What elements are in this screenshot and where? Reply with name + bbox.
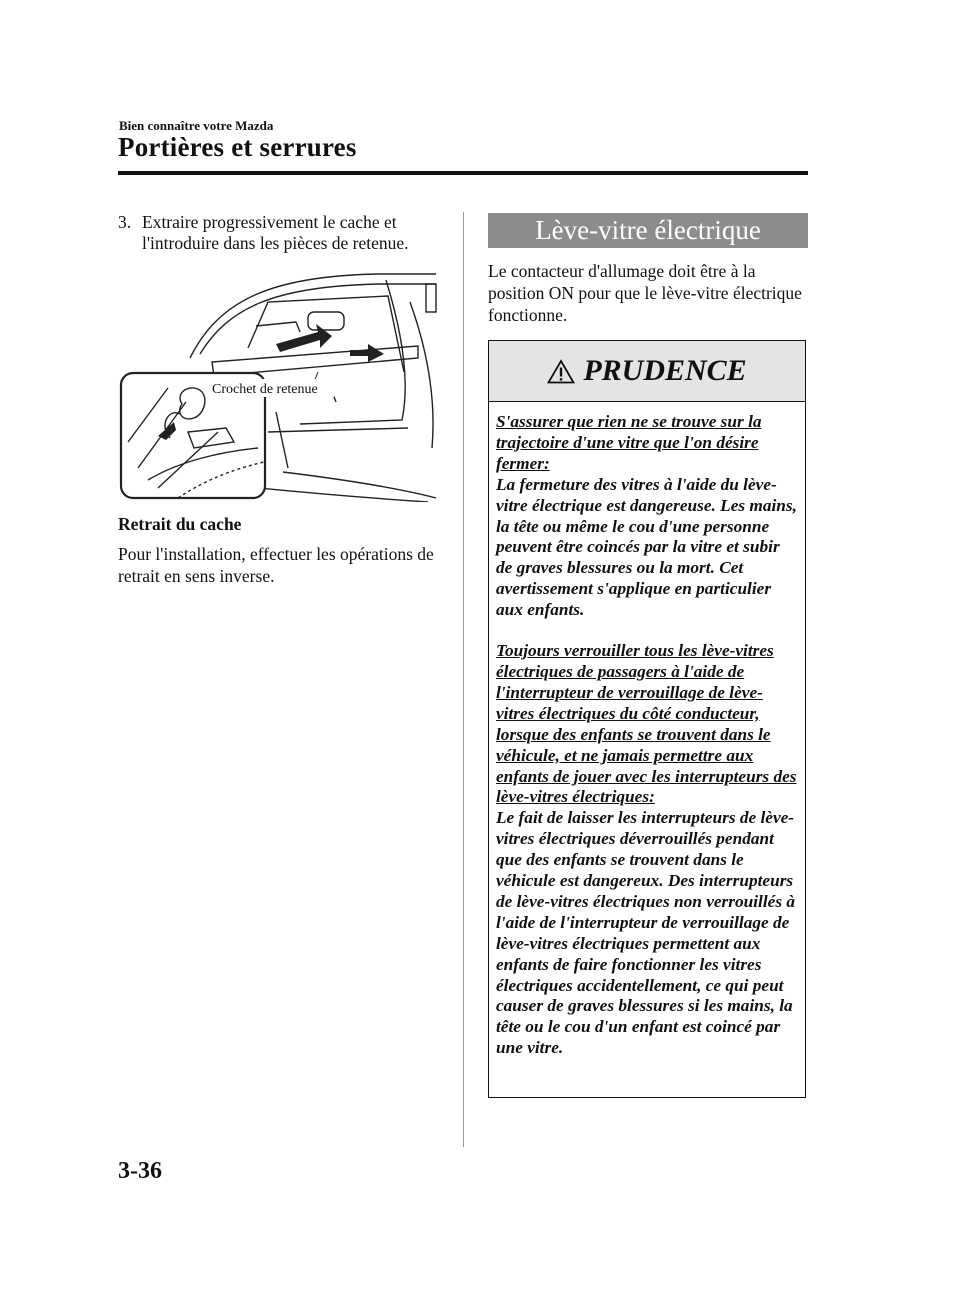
step-text: Extraire progressivement le cache et l'introduire dans les pièces de retenue. [142, 212, 409, 253]
step-3 [118, 212, 440, 254]
caution-box [488, 340, 806, 1098]
warning-triangle-icon [547, 359, 575, 384]
warning-2-body: Le fait de laisser les interrupteurs de lève-vitres électriques déverrouillés pendant que des enfants se trouvent dans le véhicule est dangereux. Des interrupteurs de lève-vitres électriques non verrouillés à l'aide de l'interrupteur de verrouillage de lève-vitres électriques permettent aux enfants de faire fonctionner les vitres électriques accidentellement, ce qui peut causer de graves blessures si les mains, la tête ou le cou d'un enfant est coincé par une vitre. [496, 808, 796, 1058]
caution-header [489, 341, 805, 402]
chapter-title: Portières et serrures [118, 132, 357, 162]
warning-1-heading: S'assurer que rien ne se trouve sur la trajectoire d'une vitre que l'on désire fermer: [496, 412, 762, 473]
caution-label: PRUDENCE [583, 354, 747, 387]
section-title-banner: Lève-vitre électrique [488, 213, 808, 248]
section-label: Bien connaître votre Mazda [119, 118, 274, 133]
column-divider [463, 212, 464, 1147]
intro-paragraph: Le contacteur d'allumage doit être à la position ON pour que le lève-vitre électrique fonctionne. [488, 261, 802, 325]
warning-2-heading: Toujours verrouiller tous les lève-vitres électriques de passagers à l'aide de l'interrupteur de verrouillage de lève-vitres électriques du côté conducteur, lorsque des enfants se trouvent dans le véhicule, et ne jamais permettre aux enfants de jouer avec les interrupteurs des lève-vitres électriques: [496, 641, 797, 807]
page-number: 3-36 [118, 1158, 162, 1184]
retrait-paragraph: Pour l'installation, effectuer les opérations de retrait en sens inverse. [118, 544, 434, 586]
subheading-retrait: Retrait du cache [118, 514, 242, 534]
step-number: 3. [118, 212, 132, 232]
cargo-cover-illustration [118, 262, 438, 502]
figure-callout-label: Crochet de retenue [212, 382, 318, 397]
header-rule [118, 171, 808, 175]
warning-1-body: La fermeture des vitres à l'aide du lève-vitre électrique est dangereuse. Les mains, la tête ou même le cou d'une personne peuvent être coincés par la vitre et subir de graves blessures ou la mort. Cet avertissement s'applique en particulier aux enfants. [496, 474, 797, 620]
caution-body [489, 402, 805, 1059]
